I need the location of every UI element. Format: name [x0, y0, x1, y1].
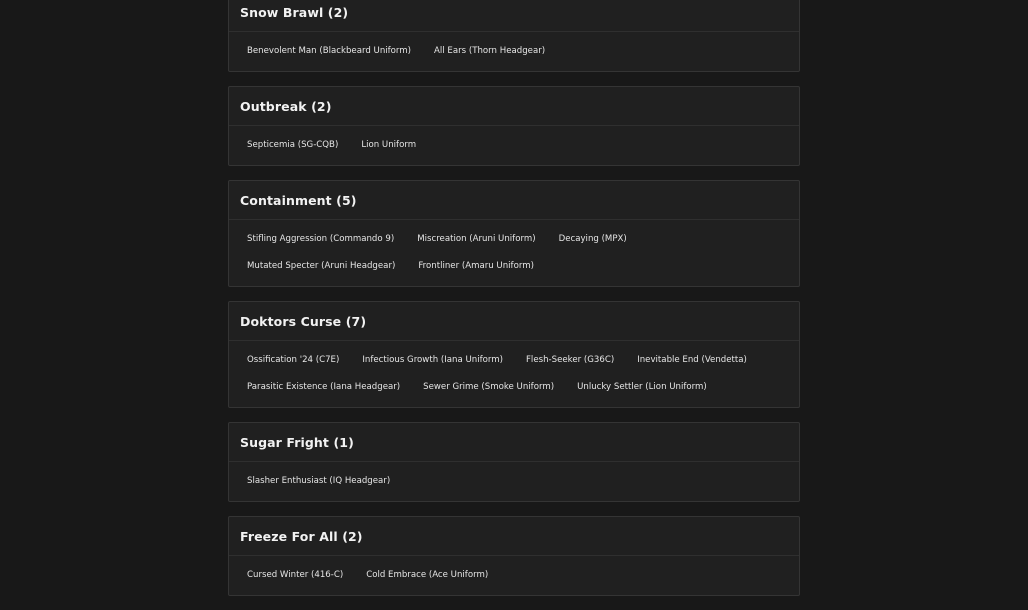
event-header [229, 0, 799, 32]
event-list [228, 0, 800, 610]
item-list [229, 462, 799, 501]
list-item[interactable]: Unlucky Settler (Lion Uniform) [577, 382, 707, 392]
item-list [229, 556, 799, 595]
event-title: Outbreak (2) [240, 98, 332, 114]
event-header [229, 517, 799, 556]
list-item[interactable]: Frontliner (Amaru Uniform) [418, 261, 534, 271]
event-card-containment [228, 180, 800, 287]
list-item[interactable]: Decaying (MPX) [558, 234, 627, 244]
event-card-sugar-fright [228, 422, 800, 502]
event-header [229, 181, 799, 220]
list-item[interactable]: Lion Uniform [361, 140, 417, 150]
list-item[interactable]: Miscreation (Aruni Uniform) [417, 234, 536, 244]
list-item[interactable]: Stifling Aggression (Commando 9) [247, 234, 395, 244]
event-title: Containment (5) [240, 192, 357, 208]
list-item[interactable]: Infectious Growth (Iana Uniform) [362, 355, 503, 365]
list-item[interactable]: Sewer Grime (Smoke Uniform) [423, 382, 555, 392]
event-title: Doktors Curse (7) [240, 313, 367, 329]
list-item[interactable]: Ossification '24 (C7E) [247, 355, 340, 365]
item-list [229, 126, 799, 165]
event-title: Sugar Fright (1) [240, 434, 354, 450]
list-item[interactable]: Mutated Specter (Aruni Headgear) [247, 261, 396, 271]
list-item[interactable]: Benevolent Man (Blackbeard Uniform) [247, 46, 412, 56]
event-header [229, 302, 799, 341]
event-card-snow-brawl [228, 0, 800, 72]
item-list [229, 32, 799, 71]
list-item[interactable]: Septicemia (SG-CQB) [247, 140, 339, 150]
event-header [229, 423, 799, 462]
list-item[interactable]: Cursed Winter (416-C) [247, 570, 344, 580]
event-title: Freeze For All (2) [240, 528, 363, 544]
event-title: Snow Brawl (2) [240, 4, 349, 20]
list-item[interactable]: Parasitic Existence (Iana Headgear) [247, 382, 401, 392]
list-item[interactable]: Inevitable End (Vendetta) [637, 355, 747, 365]
list-item[interactable]: Cold Embrace (Ace Uniform) [366, 570, 489, 580]
event-card-doktors-curse [228, 301, 800, 408]
list-item[interactable]: Slasher Enthusiast (IQ Headgear) [247, 476, 391, 486]
event-card-outbreak [228, 86, 800, 166]
item-list [229, 341, 799, 407]
list-item[interactable]: All Ears (Thorn Headgear) [434, 46, 546, 56]
event-card-freeze-for-all [228, 516, 800, 596]
event-header [229, 87, 799, 126]
item-list [229, 220, 684, 286]
list-item[interactable]: Flesh-Seeker (G36C) [525, 355, 615, 365]
